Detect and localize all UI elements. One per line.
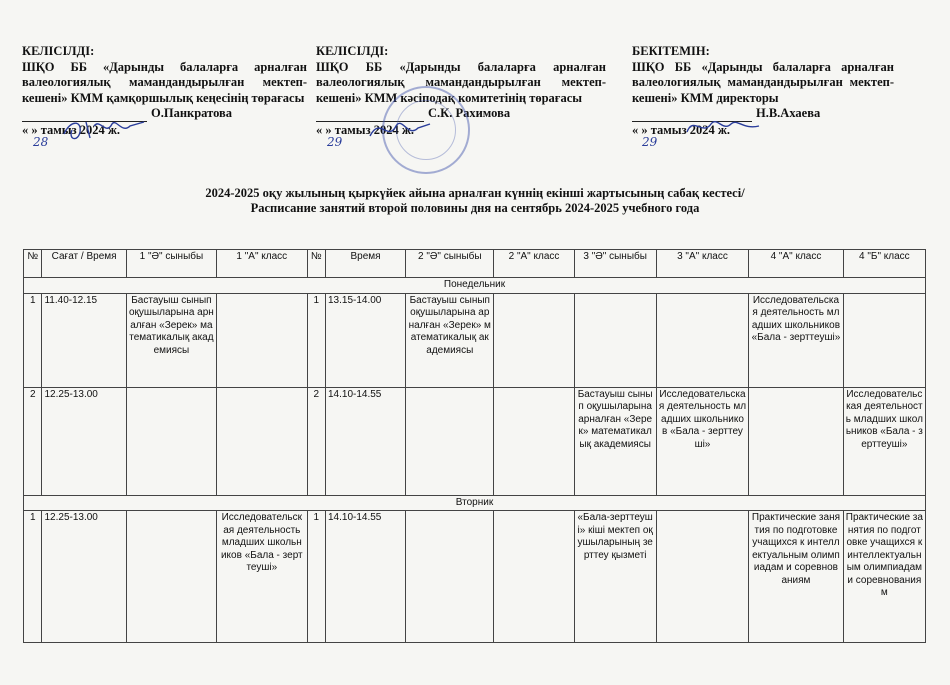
signature-name: О.Панкратова — [151, 106, 233, 120]
header-cell: 3 "А" класс — [656, 250, 748, 278]
day-label: Понедельник — [24, 278, 926, 294]
header-cell: Время — [325, 250, 405, 278]
header-cell: 1 "Ә" сыныбы — [126, 250, 216, 278]
signature-line — [632, 106, 894, 122]
cell-lesson — [656, 511, 748, 643]
cell-number: 2 — [307, 387, 325, 495]
approval-body: ШҚО ББ «Дарынды балаларға арналған валеологиялық мамандандырылған мектеп-кешені» КММ директоры — [632, 59, 894, 105]
header-cell: 4 "Б" класс — [843, 250, 925, 278]
signature-name: Н.В.Ахаева — [756, 106, 821, 120]
header-cell: 3 "Ә" сыныбы — [574, 250, 656, 278]
cell-lesson — [217, 293, 307, 387]
day-label: Вторник — [24, 495, 926, 511]
approval-body: ШҚО ББ «Дарынды балаларға арналған валеологиялық мамандандырылған мектеп-кешені» КММ кәсіподақ комитетінің төрағасы — [316, 59, 606, 105]
cell-lesson: Практические занятия по подготовке учащихся к интеллектуальным олимпиадам и соревнованиям — [749, 511, 844, 643]
approval-body: ШҚО ББ «Дарынды балаларға арналған валеологиялық мамандандырылған мектеп-кешені» КММ қамқоршылық кеңесінің төрағасы — [22, 59, 307, 105]
cell-lesson: Исследовательская деятельность младших школьников «Бала - зерттеуші» — [656, 387, 748, 495]
cell-lesson — [494, 387, 574, 495]
handwritten-date-1: 28 — [33, 135, 49, 149]
handwritten-date-3: 29 — [642, 135, 658, 149]
approval-date: « » тамыз 2024 ж. — [316, 122, 415, 137]
signature-mark-2 — [366, 112, 436, 148]
cell-time: 14.10-14.55 — [325, 387, 405, 495]
cell-lesson — [406, 387, 494, 495]
header-cell: 4 "А" класс — [749, 250, 844, 278]
cell-number: 1 — [307, 511, 325, 643]
cell-number: 1 — [307, 293, 325, 387]
approval-header: БЕКІТЕМІН: — [632, 44, 710, 58]
signature-mark-3 — [683, 110, 763, 146]
cell-lesson — [494, 511, 574, 643]
signature-mark-1 — [60, 112, 150, 148]
cell-time: 14.10-14.55 — [325, 511, 405, 643]
table-row — [24, 387, 926, 495]
cell-lesson — [656, 293, 748, 387]
header-cell: Сағат / Время — [42, 250, 126, 278]
handwritten-date-2: 29 — [327, 135, 343, 149]
cell-lesson — [217, 387, 307, 495]
header-cell: № — [307, 250, 325, 278]
day-row-monday — [24, 278, 926, 294]
cell-lesson: Бастауыш сынып оқушыларына арналған «Зерек» математикалық академиясы — [574, 387, 656, 495]
table-row — [24, 511, 926, 643]
cell-lesson: «Бала-зерттеуші» кіші мектеп оқушыларының зерттеу қызметі — [574, 511, 656, 643]
schedule-table — [23, 249, 926, 643]
cell-lesson: Практические занятия по подготовке учащихся к интеллектуальным олимпиадам и соревнованиям — [843, 511, 925, 643]
cell-number: 1 — [24, 511, 42, 643]
cell-lesson: Бастауыш сынып оқушыларына арналған «Зерек» математикалық академиясы — [406, 293, 494, 387]
cell-lesson — [574, 293, 656, 387]
cell-lesson: Исследовательская деятельность младших школьников «Бала - зерттеуші» — [217, 511, 307, 643]
approval-header: КЕЛІСІЛДІ: — [22, 44, 95, 58]
header-cell: 2 "А" класс — [494, 250, 574, 278]
approval-date: « » тамыз 2024 ж. — [22, 122, 121, 137]
cell-lesson — [126, 387, 216, 495]
cell-time: 12.25-13.00 — [42, 387, 126, 495]
cell-time: 12.25-13.00 — [42, 511, 126, 643]
cell-number: 2 — [24, 387, 42, 495]
header-cell: 1 "А" класс — [217, 250, 307, 278]
approval-block-3 — [632, 44, 894, 138]
cell-lesson — [126, 511, 216, 643]
cell-lesson — [749, 387, 844, 495]
cell-lesson — [406, 511, 494, 643]
signature-name: С.К. Рахимова — [428, 106, 511, 120]
cell-lesson — [843, 293, 925, 387]
approval-date: « » тамыз 2024 ж. — [632, 122, 731, 137]
approval-header: КЕЛІСІЛДІ: — [316, 44, 389, 58]
cell-lesson: Исследовательская деятельность младших школьников «Бала - зерттеуші» — [843, 387, 925, 495]
cell-time: 11.40-12.15 — [42, 293, 126, 387]
table-row — [24, 293, 926, 387]
cell-time: 13.15-14.00 — [325, 293, 405, 387]
table-header-row — [24, 250, 926, 278]
header-cell: № — [24, 250, 42, 278]
cell-lesson — [494, 293, 574, 387]
schedule-title-ru: Расписание занятий второй половины дня на сентябрь 2024-2025 учебного года — [250, 201, 700, 215]
day-row-tuesday — [24, 495, 926, 511]
header-cell: 2 "Ә" сыныбы — [406, 250, 494, 278]
cell-lesson: Исследовательская деятельность младших школьников «Бала - зерттеуші» — [749, 293, 844, 387]
cell-lesson: Бастауыш сынып оқушыларына арналған «Зерек» математикалық академиясы — [126, 293, 216, 387]
cell-number: 1 — [24, 293, 42, 387]
schedule-title-kz: 2024-2025 оқу жылының қыркүйек айына арналған күннің екінші жартысының сабақ кестесі/ — [205, 186, 745, 200]
